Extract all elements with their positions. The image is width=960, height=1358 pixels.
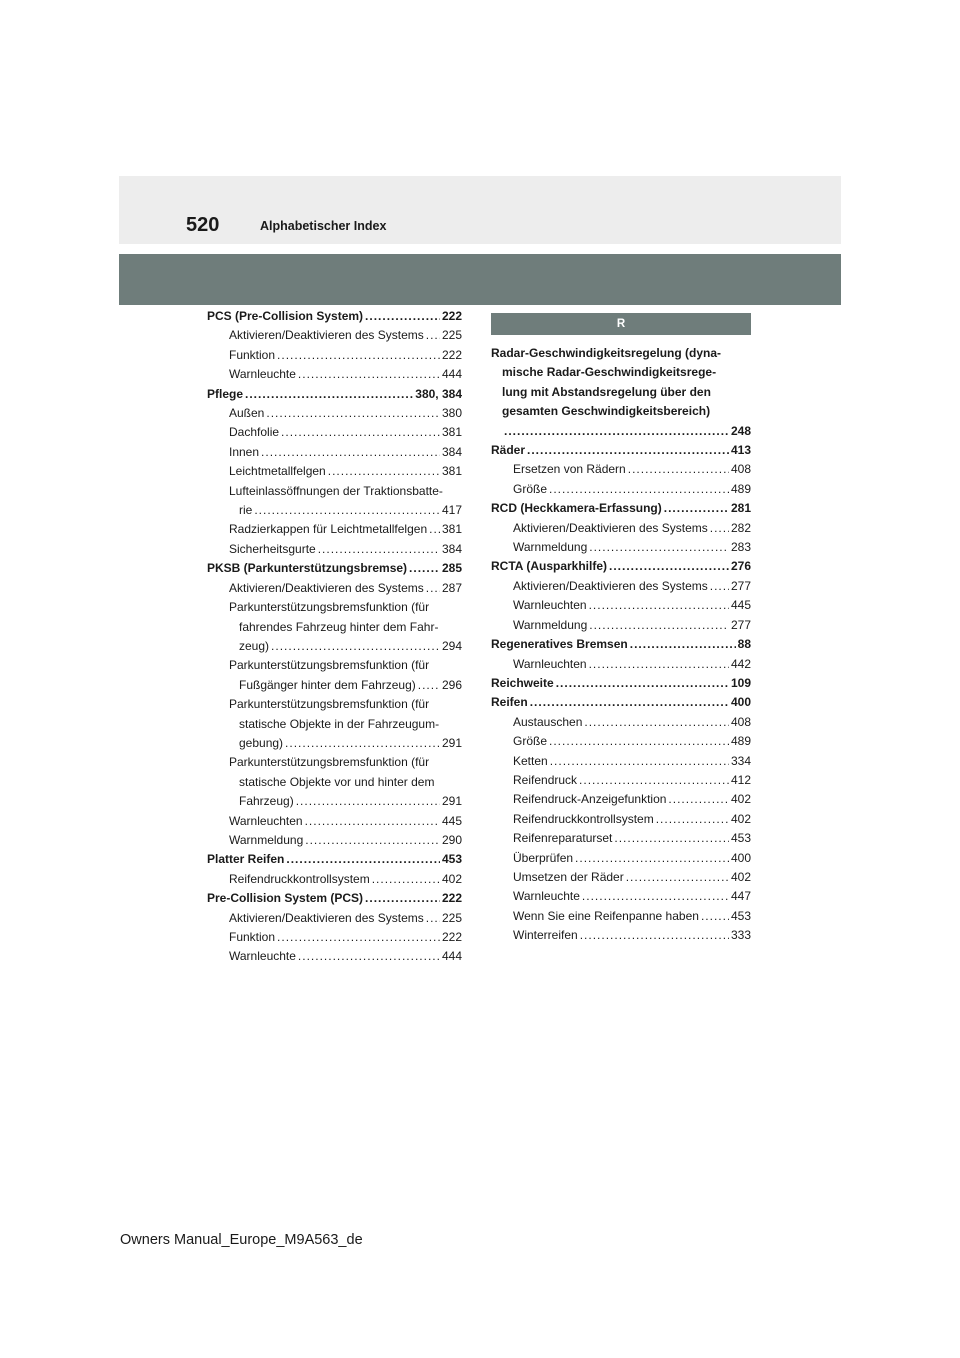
index-entry-label: Ketten xyxy=(513,753,548,768)
dot-leader xyxy=(584,713,729,732)
index-entry-label: Austauschen xyxy=(513,714,583,729)
index-entry-label: Fußgänger hinter dem Fahrzeug) xyxy=(239,677,416,692)
index-entry-label: Ersetzen von Rädern xyxy=(513,462,626,477)
index-page-number: 283 xyxy=(730,540,751,555)
header-background xyxy=(119,176,841,244)
index-entry xyxy=(491,829,751,848)
index-entry xyxy=(491,926,751,945)
dot-leader xyxy=(298,365,440,384)
index-entry-label: Funktion xyxy=(229,347,276,362)
index-entry xyxy=(207,559,462,578)
index-entry xyxy=(491,519,751,538)
dot-leader xyxy=(614,829,729,848)
index-entry-label: Reifen xyxy=(491,695,528,710)
index-entry-label: Reifenreparaturset xyxy=(513,831,613,846)
index-page-number: 402 xyxy=(730,792,751,807)
index-entry-label: Fahrzeug) xyxy=(239,794,294,809)
index-entry-label: Winterreifen xyxy=(513,928,578,943)
index-entry xyxy=(207,423,462,442)
dot-leader xyxy=(589,616,729,635)
index-page-number: 109 xyxy=(730,675,751,690)
index-entry-text: Lufteinlassöffnungen der Traktionsbatte- xyxy=(229,483,443,498)
dot-leader xyxy=(589,538,729,557)
dot-leader xyxy=(549,480,729,499)
index-entry-label: Außen xyxy=(229,406,265,421)
index-entry xyxy=(491,674,751,693)
index-entry-label: Warnleuchten xyxy=(229,813,303,828)
index-entry-label: Reifendruckkontrollsystem xyxy=(513,811,654,826)
index-entry-text: Parkunterstützungsbremsfunktion (für xyxy=(229,600,430,615)
index-entry xyxy=(491,480,751,499)
index-entry xyxy=(207,540,462,559)
index-entry xyxy=(207,307,462,326)
index-entry xyxy=(207,326,462,345)
index-page-number: 442 xyxy=(730,656,751,671)
index-entry xyxy=(491,616,751,635)
index-entry xyxy=(491,499,751,518)
page-number: 520 xyxy=(186,214,220,236)
index-entry-label: Innen xyxy=(229,444,260,459)
index-entry-text: Parkunterstützungsbremsfunktion (für xyxy=(229,697,430,712)
index-entry-label: Warnleuchte xyxy=(513,889,580,904)
index-entry-text: Parkunterstützungsbremsfunktion (für xyxy=(229,658,430,673)
index-entry-label: Sicherheitsgurte xyxy=(229,541,316,556)
index-page-number: 285 xyxy=(441,561,462,576)
index-page-number: 294 xyxy=(441,638,462,653)
index-entry-text: lung mit Abstandsregelung über den xyxy=(502,384,711,399)
dot-leader xyxy=(318,540,440,559)
index-page-number: 408 xyxy=(730,462,751,477)
dot-leader xyxy=(701,907,729,926)
index-page-number: 445 xyxy=(441,813,462,828)
index-entry xyxy=(207,443,462,462)
index-entry-label: RCTA (Ausparkhilfe) xyxy=(491,559,608,574)
index-entry xyxy=(491,907,751,926)
index-page-number: 277 xyxy=(730,578,751,593)
index-page-number: 88 xyxy=(737,637,751,652)
index-entry-label: gebung) xyxy=(239,735,284,750)
index-page-number: 417 xyxy=(441,503,462,518)
index-page-number: 276 xyxy=(730,559,751,574)
index-page-number: 381 xyxy=(441,425,462,440)
index-entry-text: statische Objekte in der Fahrzeugum- xyxy=(239,716,440,731)
dot-leader xyxy=(426,579,440,598)
index-page-number: 400 xyxy=(730,695,751,710)
index-page-number: 380, 384 xyxy=(415,386,462,401)
index-entry-label: PCS (Pre-Collision System) xyxy=(207,309,364,323)
dot-leader xyxy=(418,676,440,695)
index-entry xyxy=(207,365,462,384)
index-page-number: 444 xyxy=(441,949,462,964)
index-entry-label: Warnleuchten xyxy=(513,656,587,671)
index-page-number: 453 xyxy=(730,908,751,923)
index-entry-label: Reifendruck-Anzeigefunktion xyxy=(513,792,667,807)
index-entry xyxy=(207,889,462,908)
index-entry xyxy=(207,462,462,481)
dot-leader xyxy=(609,557,729,576)
index-entry-text: fahrendes Fahrzeug hinter dem Fahr- xyxy=(239,619,439,634)
index-page-number: 225 xyxy=(441,328,462,343)
dot-leader xyxy=(530,693,729,712)
index-entry-label: PKSB (Parkunterstützungsbremse) xyxy=(207,561,408,576)
index-entry xyxy=(491,655,751,674)
index-entry xyxy=(207,346,462,365)
index-entry xyxy=(207,676,462,695)
index-entry-text: Parkunterstützungsbremsfunktion (für xyxy=(229,755,430,770)
dot-leader xyxy=(409,559,440,578)
index-entry-label: Reifendruckkontrollsystem xyxy=(229,871,370,886)
dot-leader xyxy=(589,655,729,674)
index-page-number: 222 xyxy=(441,347,462,362)
index-entry-label: Umsetzen der Räder xyxy=(513,869,624,884)
dot-leader xyxy=(305,831,440,850)
index-page-number: 281 xyxy=(730,501,751,516)
index-entry-label: Pflege xyxy=(207,386,244,401)
index-entry xyxy=(491,596,751,615)
index-entry xyxy=(207,579,462,598)
dot-leader xyxy=(277,346,440,365)
index-entry xyxy=(491,577,751,596)
index-entry-label: rie xyxy=(239,503,253,518)
index-page-number: 291 xyxy=(441,794,462,809)
index-entry xyxy=(207,850,462,869)
index-page-number: 287 xyxy=(441,580,462,595)
index-entry xyxy=(491,849,751,868)
dot-leader xyxy=(504,422,729,441)
index-entry-label: zeug) xyxy=(239,638,270,653)
index-page-number: 489 xyxy=(730,481,751,496)
index-entry-label: Größe xyxy=(513,481,548,496)
dot-leader xyxy=(710,577,729,596)
dot-leader xyxy=(328,462,440,481)
index-entry xyxy=(207,385,462,404)
index-entry-label: Warnmeldung xyxy=(229,832,304,847)
index-entry-label: Aktivieren/Deaktivieren des Systems xyxy=(229,328,424,343)
index-entry xyxy=(491,752,751,771)
index-page-number: 402 xyxy=(441,871,462,886)
index-page-number: 384 xyxy=(441,444,462,459)
index-page-number: 380 xyxy=(441,406,462,421)
dot-leader xyxy=(286,850,440,869)
index-entry-label: Räder xyxy=(491,443,526,458)
index-entry xyxy=(491,868,751,887)
index-page-number: 453 xyxy=(441,852,462,867)
index-entry-label: Radzierkappen für Leichtmetallfelgen xyxy=(229,522,428,537)
index-page-number: 333 xyxy=(730,928,751,943)
index-page-number: 412 xyxy=(730,772,751,787)
dot-leader xyxy=(429,520,440,539)
dot-leader xyxy=(556,674,729,693)
index-entry-text: gesamten Geschwindigkeitsbereich) xyxy=(502,404,711,419)
index-entry-label: Warnmeldung xyxy=(513,617,588,632)
dot-leader xyxy=(426,909,440,928)
index-entry xyxy=(207,812,462,831)
index-entry-label: Reichweite xyxy=(491,675,554,690)
index-entry-label: Regeneratives Bremsen xyxy=(491,637,628,652)
index-entry-label: Platter Reifen xyxy=(207,852,285,867)
index-entry xyxy=(491,810,751,829)
dot-leader xyxy=(305,812,440,831)
dot-leader xyxy=(628,460,729,479)
index-page-number: 447 xyxy=(730,889,751,904)
dot-leader xyxy=(245,385,413,404)
index-column-right xyxy=(491,307,751,946)
index-entry xyxy=(207,870,462,889)
dot-leader xyxy=(365,307,440,326)
index-page-number: 381 xyxy=(441,464,462,479)
index-page-number: 413 xyxy=(730,443,751,458)
dot-leader xyxy=(582,887,729,906)
index-entry-label: Größe xyxy=(513,734,548,749)
index-entry xyxy=(207,947,462,966)
index-entry-label: Pre-Collision System (PCS) xyxy=(207,891,364,906)
index-page-number: 277 xyxy=(730,617,751,632)
index-entry xyxy=(491,713,751,732)
index-page-number: 225 xyxy=(441,910,462,925)
index-entry-label: Aktivieren/Deaktivieren des Systems xyxy=(229,580,424,595)
dot-leader xyxy=(296,792,440,811)
index-page-number: 222 xyxy=(441,891,462,906)
index-entry-label: Aktivieren/Deaktivieren des Systems xyxy=(513,578,708,593)
index-page-number: 222 xyxy=(441,930,462,944)
index-page-number: 384 xyxy=(441,541,462,556)
index-page-number: 400 xyxy=(730,850,751,865)
index-entry xyxy=(491,441,751,460)
index-entry xyxy=(491,732,751,751)
index-entry xyxy=(207,928,462,947)
index-entry-label: Aktivieren/Deaktivieren des Systems xyxy=(513,520,708,535)
index-entry xyxy=(491,790,751,809)
index-entry xyxy=(491,887,751,906)
index-page-number: 381 xyxy=(441,522,462,537)
dot-leader xyxy=(656,810,729,829)
index-entry-label: Warnleuchten xyxy=(513,598,587,613)
section-header: R xyxy=(491,313,751,335)
index-entry xyxy=(491,771,751,790)
dot-leader xyxy=(668,790,729,809)
index-entry-label: Funktion xyxy=(229,930,276,944)
index-entry xyxy=(491,538,751,557)
index-entry xyxy=(207,404,462,423)
index-entry-label: Reifendruck xyxy=(513,772,578,787)
dot-leader xyxy=(550,752,729,771)
dot-leader xyxy=(549,732,729,751)
index-entry xyxy=(491,422,751,441)
index-entry-label: Aktivieren/Deaktivieren des Systems xyxy=(229,910,424,925)
index-entry-text: Radar-Geschwindigkeitsregelung (dyna- xyxy=(491,346,722,360)
dot-leader xyxy=(527,441,729,460)
index-entry xyxy=(207,831,462,850)
index-page-number: 248 xyxy=(730,423,751,438)
index-entry xyxy=(491,557,751,576)
footer-text: Owners Manual_Europe_M9A563_de xyxy=(120,1232,363,1248)
index-entry xyxy=(207,501,462,520)
index-entry xyxy=(207,734,462,753)
index-page-number: 402 xyxy=(730,811,751,826)
dot-leader xyxy=(254,501,440,520)
dot-leader xyxy=(426,326,440,345)
index-entry xyxy=(207,637,462,656)
dot-leader xyxy=(281,423,440,442)
index-page-number: 334 xyxy=(730,753,751,768)
index-entry xyxy=(207,792,462,811)
index-entry-label: Warnleuchte xyxy=(229,949,296,964)
index-entry-label: Überprüfen xyxy=(513,850,574,865)
index-entry-label: Wenn Sie eine Reifenpanne haben xyxy=(513,908,699,923)
index-column-left xyxy=(207,307,462,967)
header-band xyxy=(119,254,841,305)
index-page-number: 445 xyxy=(730,598,751,613)
index-page-number: 402 xyxy=(730,869,751,884)
dot-leader xyxy=(710,519,729,538)
dot-leader xyxy=(575,849,729,868)
index-page-number: 453 xyxy=(730,831,751,846)
dot-leader xyxy=(589,596,729,615)
dot-leader xyxy=(271,637,440,656)
index-page-number: 408 xyxy=(730,714,751,729)
index-entry xyxy=(491,693,751,712)
index-entry-label: Warnmeldung xyxy=(513,540,588,555)
dot-leader xyxy=(261,443,440,462)
dot-leader xyxy=(298,947,440,966)
index-entry xyxy=(207,520,462,539)
dot-leader xyxy=(277,928,440,947)
dot-leader xyxy=(266,404,440,423)
index-entry-label: Warnleuchte xyxy=(229,367,296,382)
dot-leader xyxy=(664,499,729,518)
index-entry xyxy=(491,635,751,654)
index-entry-text: statische Objekte vor und hinter dem xyxy=(239,774,435,789)
index-page-number: 444 xyxy=(441,367,462,382)
dot-leader xyxy=(580,926,729,945)
index-page-number: 291 xyxy=(441,735,462,750)
index-entry-label: Leichtmetallfelgen xyxy=(229,464,326,479)
index-entry xyxy=(207,909,462,928)
header-title: Alphabetischer Index xyxy=(260,219,387,233)
index-page-number: 222 xyxy=(441,309,462,323)
dot-leader xyxy=(630,635,736,654)
index-entry-label: RCD (Heckkamera-Erfassung) xyxy=(491,501,662,516)
dot-leader xyxy=(579,771,729,790)
dot-leader xyxy=(626,868,729,887)
dot-leader xyxy=(372,870,440,889)
index-page-number: 489 xyxy=(730,734,751,749)
index-entry-text: mische Radar-Geschwindigkeitsrege- xyxy=(502,365,717,380)
dot-leader xyxy=(365,889,440,908)
dot-leader xyxy=(285,734,440,753)
index-entry xyxy=(491,460,751,479)
index-page-number: 290 xyxy=(441,832,462,847)
index-page-number: 282 xyxy=(730,520,751,535)
index-entry-label: Dachfolie xyxy=(229,425,280,440)
index-page-number: 296 xyxy=(441,677,462,692)
